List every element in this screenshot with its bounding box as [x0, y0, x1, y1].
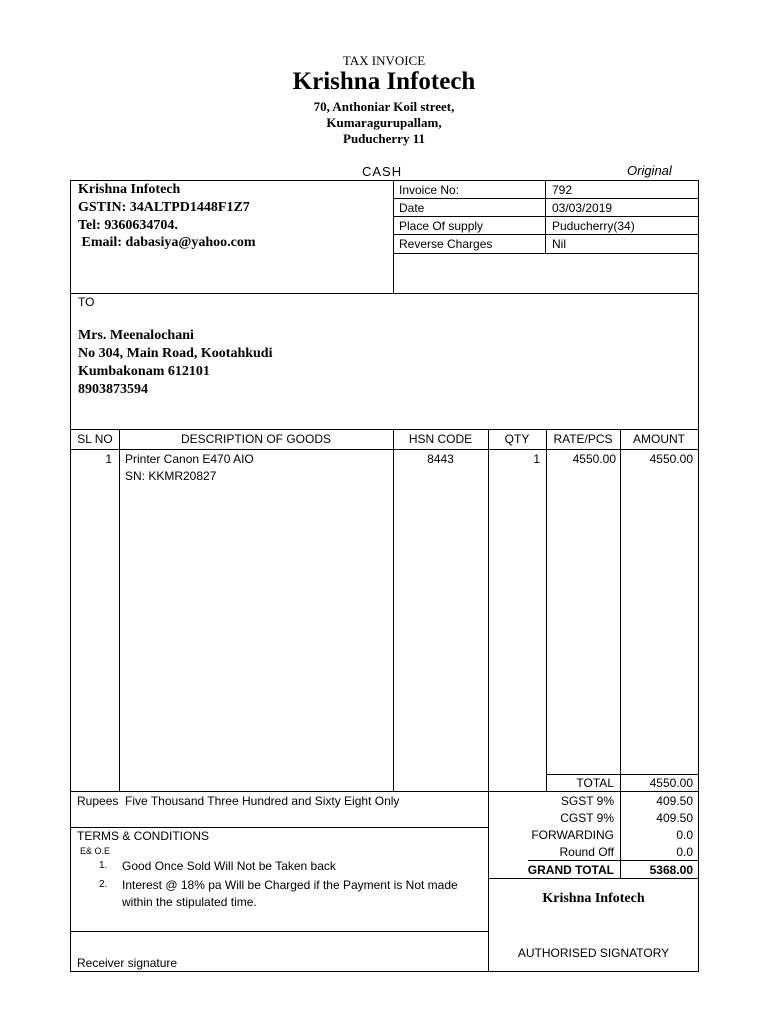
seller-tel: Tel: 9360634704. [78, 218, 178, 233]
doc-type: TAX INVOICE [342, 53, 426, 68]
buyer-name: Mrs. Meenalochani [78, 328, 194, 343]
terms-title: TERMS & CONDITIONS [77, 829, 210, 843]
col-header-hsn-code: HSN CODE [408, 432, 473, 446]
total-value: 4550.00 [649, 776, 693, 790]
terms-item1-num: 1. [99, 860, 108, 871]
row-description-line1: Printer Canon E470 AIO [125, 452, 254, 466]
terms-item1-text: Good Once Sold Will Not be Taken back [122, 859, 336, 873]
authorised-signatory: AUTHORISED SIGNATORY [517, 946, 670, 960]
reverse-charges-label: Reverse Charges [399, 237, 493, 251]
company-title: Krishna Infotech [292, 68, 476, 95]
date-label: Date [399, 201, 425, 215]
to-label: TO [78, 295, 95, 309]
cgst-label: CGST 9% [560, 811, 614, 825]
date-value: 03/03/2019 [552, 201, 613, 215]
payment-mode: CASH [362, 164, 403, 179]
buyer-phone: 8903873594 [78, 382, 148, 397]
company-address-line2: Kumaragurupallam, [326, 115, 442, 130]
buyer-address1: No 304, Main Road, Kootahkudi [78, 346, 273, 361]
amount-in-words: Rupees Five Thousand Three Hundred and Sixty Eight Only [77, 794, 400, 808]
grand-total-value: 5368.00 [649, 863, 693, 877]
receiver-signature: Receiver signature [77, 956, 178, 970]
terms-item2-text2: within the stipulated time. [122, 895, 257, 909]
sgst-value: 409.50 [656, 794, 693, 808]
invoice-no-value: 792 [552, 183, 573, 197]
invoice-no-label: Invoice No: [399, 183, 460, 197]
sgst-label: SGST 9% [560, 794, 614, 808]
terms-item2-text1: Interest @ 18% pa Will be Charged if the Payment is Not made [122, 878, 458, 892]
col-header-sl-no: SL NO [77, 432, 113, 446]
forwarding-label: FORWARDING [531, 828, 614, 842]
col-header-amount: AMOUNT [633, 432, 685, 446]
copy-label: Original [627, 163, 672, 178]
forwarding-value: 0.0 [676, 828, 693, 842]
terms-eoe: E& O.E [80, 846, 111, 856]
row-amount: 4550.00 [649, 452, 693, 466]
col-header-rate: RATE/PCS [553, 432, 613, 446]
row-sl-no: 1 [105, 452, 112, 466]
place-of-supply-value: Puducherry(34) [552, 219, 635, 233]
round-off-label: Round Off [559, 845, 614, 859]
seller-gstin: GSTIN: 34ALTPD1448F1Z7 [78, 200, 250, 215]
col-header-qty: QTY [504, 432, 530, 446]
total-label: TOTAL [576, 776, 614, 790]
buyer-address2: Kumbakonam 612101 [78, 364, 210, 379]
seller-name: Krishna Infotech [78, 182, 181, 197]
seller-email: Email: dabasiya@yahoo.com [78, 235, 256, 250]
signature-company: Krishna Infotech [542, 891, 645, 906]
company-address-line1: 70, Anthoniar Koil street, [313, 99, 455, 114]
row-hsn-code: 8443 [427, 452, 454, 466]
company-address-line3: Puducherry 11 [343, 131, 425, 146]
terms-item2-num: 2. [99, 879, 108, 890]
round-off-value: 0.0 [676, 845, 693, 859]
row-qty: 1 [533, 452, 540, 466]
row-description-line2: SN: KKMR20827 [125, 469, 217, 483]
grand-total-label: GRAND TOTAL [527, 863, 614, 877]
reverse-charges-value: Nil [552, 237, 566, 251]
place-of-supply-label: Place Of supply [399, 219, 484, 233]
col-header-description: DESCRIPTION OF GOODS [180, 432, 331, 446]
cgst-value: 409.50 [656, 811, 693, 825]
row-rate: 4550.00 [572, 452, 616, 466]
